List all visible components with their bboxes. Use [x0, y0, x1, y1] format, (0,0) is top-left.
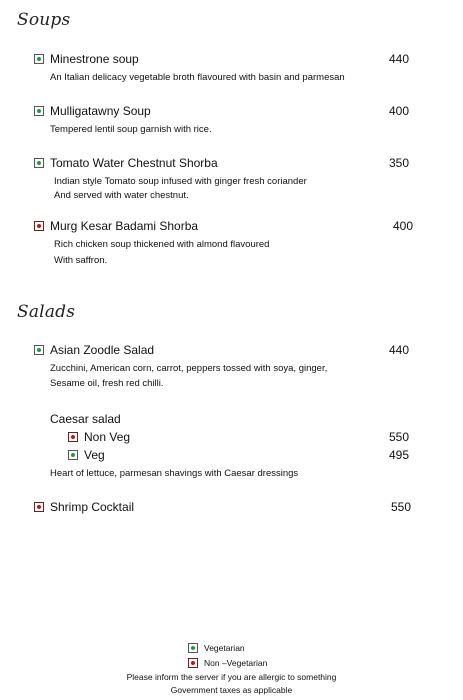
tax-note: Government taxes as applicable	[170, 685, 293, 695]
item-desc-caesar: Heart of lettuce, parmesan shavings with Caesar dressings	[50, 468, 299, 479]
item-name-asian-zoodle: Asian Zoodle Salad	[50, 343, 155, 357]
nonveg-indicator-icon	[68, 432, 78, 442]
item-name-caesar: Caesar salad	[50, 412, 121, 426]
veg-indicator-icon	[34, 345, 44, 355]
nonveg-legend-icon	[188, 658, 198, 668]
veg-indicator-icon	[68, 450, 78, 460]
nonveg-indicator-icon	[34, 502, 44, 512]
legend-veg-label: Vegetarian	[204, 643, 245, 653]
veg-legend-icon	[188, 643, 198, 653]
item-price-mulligatawny: 400	[389, 104, 410, 118]
item-price-murg-kesar: 400	[393, 219, 414, 233]
item-price-shrimp-cocktail: 550	[391, 500, 412, 514]
item-desc-murg-kesar-line1: Rich chicken soup thickened with almond flavoured	[54, 239, 270, 250]
veg-indicator-icon	[34, 106, 44, 116]
option-name-caesar-veg: Veg	[84, 448, 105, 462]
item-desc-asian-zoodle-line1: Zucchini, American corn, carrot, peppers tossed with soya, ginger,	[50, 363, 328, 374]
item-name-tomato-shorba: Tomato Water Chestnut Shorba	[50, 156, 218, 170]
option-price-caesar-nonveg: 550	[389, 430, 410, 444]
allergy-note: Please inform the server if you are allergic to something	[126, 672, 337, 682]
item-desc-asian-zoodle-line2: Sesame oil, fresh red chilli.	[50, 378, 164, 389]
option-price-caesar-veg: 495	[389, 448, 410, 462]
veg-indicator-icon	[34, 54, 44, 64]
item-name-minestrone: Minestrone soup	[50, 52, 139, 66]
option-name-caesar-nonveg: Non Veg	[84, 430, 131, 444]
item-price-asian-zoodle: 440	[389, 343, 410, 357]
section-title-salads: Salads	[17, 302, 76, 322]
item-desc-murg-kesar-line2: With saffron.	[54, 255, 108, 266]
item-name-shrimp-cocktail: Shrimp Cocktail	[50, 500, 135, 514]
item-desc-minestrone: An Italian delicacy vegetable broth flavoured with basin and parmesan	[50, 72, 345, 83]
item-desc-tomato-shorba-line2: And served with water chestnut.	[54, 190, 189, 201]
item-name-mulligatawny: Mulligatawny Soup	[50, 104, 151, 118]
item-price-minestrone: 440	[389, 52, 410, 66]
item-name-murg-kesar: Murg Kesar Badami Shorba	[50, 219, 199, 233]
nonveg-indicator-icon	[34, 221, 44, 231]
veg-indicator-icon	[34, 158, 44, 168]
legend-nonveg-label: Non –Vegetarian	[204, 658, 268, 668]
item-desc-tomato-shorba-line1: Indian style Tomato soup infused with ginger fresh coriander	[54, 176, 307, 187]
item-desc-mulligatawny: Tempered lentil soup garnish with rice.	[50, 124, 212, 135]
item-price-tomato-shorba: 350	[389, 156, 410, 170]
section-title-soups: Soups	[17, 10, 71, 30]
